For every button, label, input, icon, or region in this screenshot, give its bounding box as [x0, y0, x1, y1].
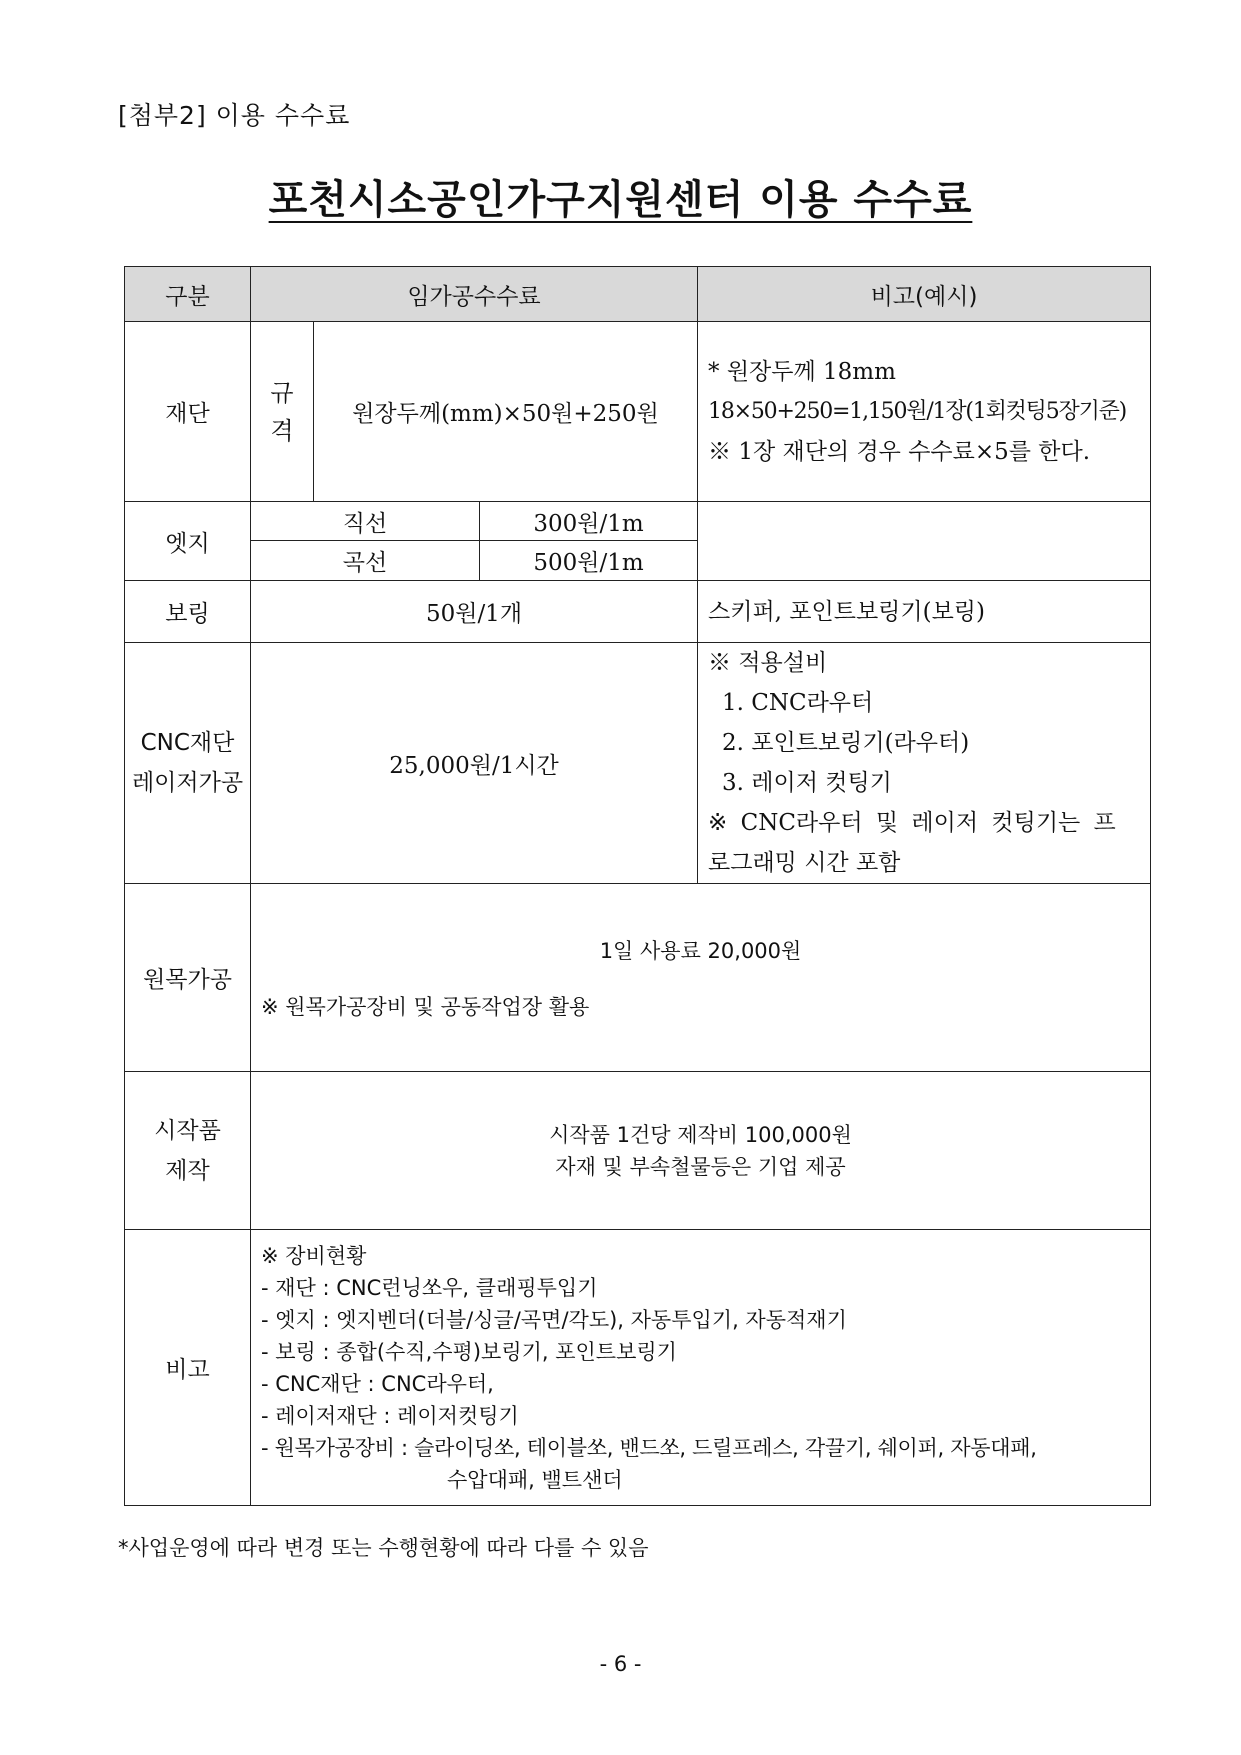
prototype-category-1: 시작품 [154, 1117, 221, 1144]
cutting-note-3: ※ 1장 재단의 경우 수수료×5를 한다. [708, 438, 1091, 465]
row-remarks [125, 1230, 1151, 1506]
row-raw-wood [125, 884, 1151, 1072]
header-row [125, 267, 1151, 322]
header-fee: 임가공수수료 [251, 267, 698, 322]
spec-label-2: 격 [270, 416, 294, 445]
row-prototype [125, 1072, 1151, 1230]
equipment-line-6: - 레이저재단 : 레이저컷팅기 [261, 1403, 519, 1428]
header-category: 구분 [125, 267, 251, 322]
prototype-content [251, 1072, 1151, 1230]
row-edge-straight [125, 502, 1151, 541]
cutting-notes [698, 322, 1151, 502]
remarks-category: 비고 [125, 1230, 251, 1506]
row-boring [125, 581, 1151, 643]
footnote: *사업운영에 따라 변경 또는 수행현황에 따라 다를 수 있음 [118, 1536, 649, 1560]
fee-table [124, 266, 1151, 1506]
equipment-line-8: 수압대패, 밸트샌더 [447, 1467, 623, 1492]
page-title [0, 168, 1241, 225]
cnc-remark-4: 3. 레이저 컷팅기 [722, 770, 892, 796]
cnc-category-1: CNC재단 [140, 730, 235, 756]
cnc-price: 25,000원/1시간 [251, 643, 698, 884]
cnc-category [125, 643, 251, 884]
equipment-line-3: - 엣지 : 엣지벤더(더블/싱글/곡면/각도), 자동투입기, 자동적재기 [261, 1307, 847, 1332]
equipment-line-2: - 재단 : CNC런닝쏘우, 클래핑투입기 [261, 1275, 598, 1300]
cnc-remarks [698, 643, 1151, 884]
cutting-category: 재단 [125, 322, 251, 502]
equipment-line-4: - 보링 : 종합(수직,수평)보링기, 포인트보링기 [261, 1339, 677, 1364]
raw-wood-note: ※ 원목가공장비 및 공동작업장 활용 [261, 994, 590, 1019]
cnc-remark-2: 1. CNC라우터 [722, 690, 874, 716]
page-number: - 6 - [599, 1652, 642, 1676]
raw-wood-category: 원목가공 [125, 884, 251, 1072]
boring-category: 보링 [125, 581, 251, 643]
edge-remark [698, 502, 1151, 581]
raw-wood-price: 1일 사용료 20,000원 [599, 938, 802, 963]
cnc-remark-3: 2. 포인트보링기(라우터) [722, 730, 970, 756]
edge-type-curve: 곡선 [251, 541, 480, 581]
cutting-formula: 원장두께(mm)×50원+250원 [314, 322, 698, 502]
cnc-remark-6: 로그래밍 시간 포함 [708, 850, 901, 876]
boring-remark: 스키퍼, 포인트보링기(보링) [698, 581, 1151, 643]
equipment-line-5: - CNC재단 : CNC라우터, [261, 1371, 494, 1396]
cutting-spec-label [251, 322, 314, 502]
equipment-list [251, 1230, 1151, 1506]
cutting-note-2: 18×50+250=1,150원/1장(1회컷팅5장기준) [708, 398, 1127, 424]
raw-wood-content [251, 884, 1151, 1072]
edge-type-straight: 직선 [251, 502, 480, 541]
page-title-text: 포천시소공인가구지원센터 이용 수수료 [268, 177, 973, 223]
prototype-category [125, 1072, 251, 1230]
row-cutting [125, 322, 1151, 502]
prototype-line-2: 자재 및 부속철물등은 기업 제공 [555, 1154, 846, 1179]
cnc-category-2: 레이저가공 [131, 770, 244, 796]
header-remark: 비고(예시) [698, 267, 1151, 322]
attachment-label: [첨부2] 이용 수수료 [118, 101, 351, 130]
edge-price-straight: 300원/1m [480, 502, 698, 541]
cnc-remark-1: ※ 적용설비 [708, 650, 828, 676]
prototype-category-2: 제작 [165, 1157, 210, 1184]
edge-price-curve: 500원/1m [480, 541, 698, 581]
equipment-line-7: - 원목가공장비 : 슬라이딩쏘, 테이블쏘, 밴드쏘, 드릴프레스, 각끌기, 쉐이퍼, 자동대패, [261, 1435, 1037, 1460]
prototype-line-1: 시작품 1건당 제작비 100,000원 [549, 1122, 852, 1147]
spec-label-1: 규 [270, 378, 294, 407]
edge-category: 엣지 [125, 502, 251, 581]
row-cnc [125, 643, 1151, 884]
equipment-line-1: ※ 장비현황 [261, 1243, 367, 1268]
cutting-note-1: * 원장두께 18mm [708, 358, 896, 385]
cnc-remark-5: ※ CNC라우터 및 레이저 컷팅기는 프 [708, 810, 1116, 836]
boring-price: 50원/1개 [251, 581, 698, 643]
